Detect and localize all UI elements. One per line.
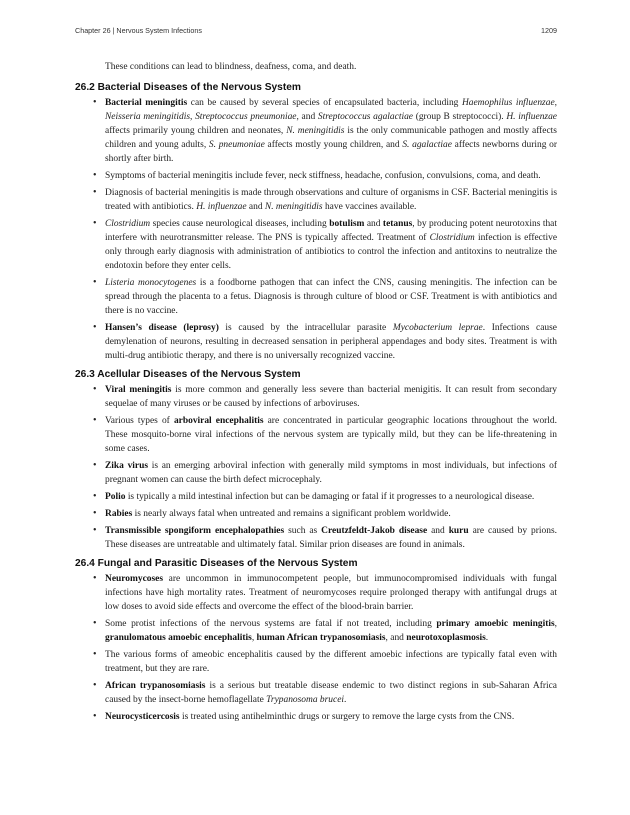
body-text: such as — [284, 526, 322, 536]
body-text: , and — [296, 112, 318, 122]
list-item — [105, 617, 557, 645]
section-heading: 26.4 Fungal and Parasitic Diseases of the Nervous System — [75, 558, 358, 569]
body-text: . — [485, 633, 489, 643]
list-item — [105, 383, 557, 411]
key-term: primary amoebic meningitis — [436, 619, 555, 629]
key-term: kuru — [448, 526, 469, 536]
body-text: is caused by the intracellular parasite — [218, 323, 393, 333]
species-name: Trypanosoma brucei — [266, 695, 345, 705]
summary-list — [75, 572, 557, 724]
species-name: Clostridium — [105, 219, 151, 229]
chapter-title: Chapter 26 | Nervous System Infections — [75, 26, 202, 35]
body-text: . — [344, 695, 347, 705]
body-text: can be caused by several species of encapsulated bacteria, including — [187, 98, 462, 108]
body-text: are caused by prions. These diseases are untreatable and ultimately fatal. Similar prion diseases are found in animals. — [105, 526, 557, 550]
key-term: neurotoxoplasmosis — [406, 633, 486, 643]
body-text: infection is effective only through early diagnosis with administration of antibiotics to control the infection and antitoxins to neutralize the endotoxin before they enter cells. — [105, 233, 558, 271]
list-item — [105, 648, 557, 676]
body-text: Symptoms of bacterial meningitis include fever, neck stiffness, headache, confusion, convulsions, coma, and death. — [105, 171, 541, 181]
list-item — [105, 490, 557, 504]
key-term: Bacterial meningitis — [105, 98, 188, 108]
key-term: human African trypanosomiasis — [256, 633, 386, 643]
list-item — [105, 217, 557, 273]
body-text: , — [251, 633, 257, 643]
list-item — [105, 321, 557, 363]
list-item — [105, 572, 557, 614]
list-item — [105, 96, 557, 166]
summary-content — [75, 60, 557, 729]
key-term: Hansen’s disease (leprosy) — [105, 323, 219, 333]
key-term: Transmissible spongiform encephalopathies — [105, 526, 285, 536]
species-name: N. meningitidis — [264, 202, 323, 212]
key-term: Rabies — [105, 509, 133, 519]
body-text: Some protist infections of the nervous systems are fatal if not treated, including — [105, 619, 437, 629]
body-text: Various types of — [105, 416, 174, 426]
body-text: , — [190, 112, 196, 122]
body-text: and — [246, 202, 265, 212]
list-item — [105, 186, 557, 214]
body-text: are concentrated in particular geographic locations throughout the world. These mosquito-borne viral infections of the nervous system are typically mild, but they can be life-threatening in some cases. — [105, 416, 558, 454]
body-text: species cause neurological diseases, including — [150, 219, 330, 229]
body-text: The various forms of ameobic encephalitis caused by the different amoebic infections are typically fatal even with treatment, but they are rare. — [105, 650, 557, 674]
body-text: is nearly always fatal when untreated and remains a significant problem worldwide. — [132, 509, 451, 519]
list-item — [105, 169, 557, 183]
species-name: Haemophilus influenzae — [461, 98, 555, 108]
body-text: , — [554, 98, 557, 108]
key-term: Creutzfeldt-Jakob disease — [321, 526, 428, 536]
page-number: 1209 — [541, 26, 557, 35]
species-name: N. meningitidis — [286, 126, 345, 136]
body-text: is treated using antihelminthic drugs or surgery to remove the large cysts from the CNS. — [179, 712, 515, 722]
body-text: affects mostly young children, and — [264, 140, 403, 150]
species-name: Mycobacterium leprae — [392, 323, 483, 333]
key-term: African trypanosomiasis — [105, 681, 206, 691]
body-text: and — [364, 219, 383, 229]
body-text: have vaccines available. — [322, 202, 417, 212]
body-text: is a serious but treatable disease endemic to two distinct regions in sub-Saharan Africa caused by the insect-borne hemoflagellate — [105, 681, 557, 705]
summary-list — [75, 383, 557, 552]
list-item — [105, 276, 557, 318]
body-text: , and — [385, 633, 407, 643]
body-text: is the only communicable pathogen and mostly affects children and young adults, — [105, 126, 557, 150]
body-text: is a foodborne pathogen that can infect the CNS, causing meningitis. The infection can be spread through the placenta to a fetus. Diagnosis is through culture of blood or CSF. Treatment is with antibiotics and there is no vaccine. — [105, 278, 557, 316]
summary-list — [75, 96, 557, 363]
list-item — [105, 507, 557, 521]
section-heading: 26.2 Bacterial Diseases of the Nervous System — [75, 82, 301, 93]
list-item — [105, 524, 557, 552]
section-heading: 26.3 Acellular Diseases of the Nervous System — [75, 369, 301, 380]
species-name: Streptococcus pneumoniae — [195, 112, 297, 122]
species-name: H. influenzae — [196, 202, 247, 212]
key-term: Polio — [105, 492, 126, 502]
key-term: granulomatous amoebic encephalitis — [105, 633, 252, 643]
species-name: S. pneumoniae — [208, 140, 265, 150]
body-text: are uncommon in immunocompetent people, but immunocompromised individuals with fungal infections have high mortality rates. Treatment of neuromycoses require prolonged therapy with antifungal drugs at low doses to avoid side effects and overcome the effect of the blood-brain barrier. — [105, 574, 557, 612]
body-text: is more common and generally less severe than bacterial menigitis. It can result from secondary sequelae of many viruses or be caused by infections of arboviruses. — [105, 385, 557, 409]
lead-paragraph: These conditions can lead to blindness, deafness, coma, and death. — [105, 62, 357, 72]
body-text: Diagnosis of bacterial meningitis is made through observations and culture of organisms in CSF. Bacterial meningitis is treated with antibiotics. — [105, 188, 557, 212]
running-header — [75, 26, 557, 35]
species-name: Streptococcus agalactiae — [317, 112, 413, 122]
list-item — [105, 710, 557, 724]
key-term: Zika virus — [105, 461, 149, 471]
species-name: Clostridium — [429, 233, 475, 243]
body-text: is an emerging arboviral infection with generally mild symptoms in most individuals, but infections of pregnant women can cause the birth defect microcephaly. — [105, 461, 557, 485]
list-item — [105, 459, 557, 487]
body-text: , — [554, 619, 557, 629]
body-text: , by producing potent neurotoxins that interfere with neurotransmitter release. The PNS is typically affected. Treatment of — [105, 219, 557, 243]
body-text: affects newborns during or shortly after birth. — [105, 140, 557, 164]
species-name: Neisseria meningitidis — [105, 112, 191, 122]
body-text: . Infections cause demylenation of neurons, resulting in decreased sensation in peripheral appendages and body sites. Treatment is with multi-drug antibiotic therapy, and there is no universally recognized vaccine. — [105, 323, 557, 361]
key-term: Neuromycoses — [105, 574, 164, 584]
species-name: S. agalactiae — [402, 140, 452, 150]
list-item — [105, 414, 557, 456]
key-term: botulism — [329, 219, 365, 229]
key-term: Neurocysticercosis — [105, 712, 180, 722]
species-name: Listeria monocytogenes — [105, 278, 197, 288]
key-term: arboviral encephalitis — [173, 416, 264, 426]
body-text: and — [427, 526, 449, 536]
key-term: Viral meningitis — [105, 385, 172, 395]
list-item — [105, 679, 557, 707]
body-text: (group B streptococci). — [413, 112, 507, 122]
body-text: is typically a mild intestinal infection but can be damaging or fatal if it progresses to a neurological disease. — [125, 492, 535, 502]
key-term: tetanus — [382, 219, 413, 229]
species-name: H. influenzae — [506, 112, 557, 122]
body-text: affects primarily young children and neonates, — [105, 126, 287, 136]
